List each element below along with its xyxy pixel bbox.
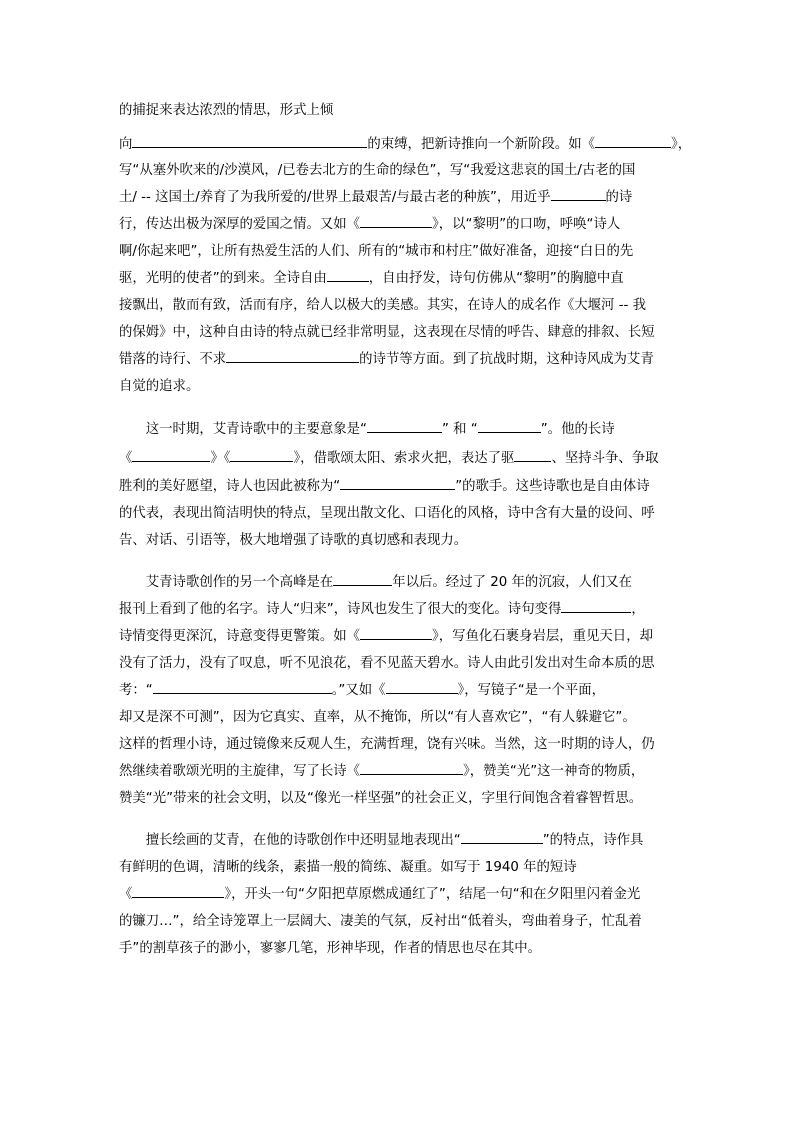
fill-in-blank <box>595 135 671 148</box>
text-segment: 》《 <box>210 451 231 466</box>
text-line <box>119 912 679 934</box>
text-line <box>119 135 692 157</box>
text-line <box>119 161 679 183</box>
text-segment: 告、对话、引语等，极大地增强了诗歌的真切感和表现力。 <box>119 533 468 548</box>
text-segment: 土/ -- 这国土/养育了为我所爱的/世界上最艰苦/与最古老的种族”，用近乎 <box>119 190 551 205</box>
text-segment: 手”的割草孩子的渺小，寥寥几笔，形神毕现，作者的情思也尽在其中。 <box>119 941 542 956</box>
text-line <box>119 831 679 853</box>
text-line <box>119 939 679 961</box>
text-segment: ，自由抒发，诗句仿佛从“黎明”的胸臆中直 <box>368 271 624 286</box>
fill-in-blank <box>333 573 392 586</box>
text-line <box>119 762 679 784</box>
text-line <box>119 708 679 730</box>
text-segment: 《 <box>119 887 133 902</box>
fill-in-blank <box>226 350 359 363</box>
text-line <box>119 681 679 703</box>
fill-in-blank <box>478 420 541 433</box>
text-segment: ”的特点，诗作具 <box>542 833 644 848</box>
text-segment: 》，借歌颂太阳、索求火把，表达了驱 <box>293 451 515 466</box>
text-segment: 》，以“黎明”的口吻，呼唤“诗人 <box>432 217 621 232</box>
text-segment: 》，赞美“光”这一神奇的物质， <box>463 764 645 779</box>
fill-in-blank <box>132 885 224 898</box>
text-segment: 的镰刀…”，给全诗笼罩上一层阔大、凄美的气氛，反衬出“低着头，弯曲着身子，忙乱着 <box>119 914 642 929</box>
text-segment: ”。他的长诗 <box>540 422 615 437</box>
fill-in-blank <box>132 135 367 148</box>
text-segment: 的诗 <box>605 190 633 205</box>
text-line <box>119 188 679 210</box>
text-line <box>119 449 679 471</box>
text-segment: 没有了活力，没有了叹息，听不见浪花，看不见蓝天碧水。诗人由此引发出对生命本质的思 <box>119 656 655 671</box>
text-line <box>119 654 679 676</box>
text-line <box>119 789 679 811</box>
text-line <box>119 477 679 499</box>
text-line <box>119 350 679 372</box>
text-segment: 却又是深不可测”，因为它真实、直率，从不掩饰，所以“有人喜欢它”，“有人躲避它”。 <box>119 710 636 725</box>
fill-in-blank <box>360 627 432 640</box>
text-segment: 》，开头一句“夕阳把草原燃成通红了”，结尾一句“和在夕阳里闪着金光 <box>224 887 641 902</box>
text-segment: 考：“ <box>119 683 153 698</box>
fill-in-blank <box>514 449 551 462</box>
text-segment: ”的歌手。这些诗歌也是自由体诗 <box>455 479 650 494</box>
fill-in-blank <box>561 600 631 613</box>
text-segment: 艾青诗歌创作的另一个高峰是在 <box>119 575 334 590</box>
text-line <box>119 242 679 264</box>
text-segment: 自觉的追求。 <box>119 379 200 394</box>
text-segment: 写“从塞外吹来的/沙漠风，/已卷去北方的生命的绿色”，写“我爱这悲哀的国土/古老的国 <box>119 163 636 178</box>
text-segment: 接飘出，散而有致，活而有序，给人以极大的美感。其实，在诗人的成名作《大堰河 -- 我 <box>119 298 647 313</box>
text-line <box>119 627 679 649</box>
text-segment: 》， <box>671 137 692 152</box>
text-segment: 向 <box>119 137 133 152</box>
text-line <box>119 323 679 345</box>
fill-in-blank <box>132 449 210 462</box>
text-segment: 擅长绘画的艾青，在他的诗歌创作中还明显地表现出“ <box>119 833 461 848</box>
text-segment: 的诗节等方面。到了抗战时期，这种诗风成为艾青 <box>359 352 654 367</box>
text-line <box>119 215 679 237</box>
text-segment: 行，传达出极为深厚的爱国之情。又如《 <box>119 217 361 232</box>
text-line <box>119 531 679 553</box>
text-segment: 诗情变得更深沉，诗意变得更警策。如《 <box>119 629 361 644</box>
fill-in-blank <box>461 831 543 844</box>
text-line <box>119 296 679 318</box>
text-segment: ” 和 “ <box>441 422 478 437</box>
fill-in-blank <box>360 215 432 228</box>
text-line <box>119 377 679 399</box>
text-segment: 》，写鱼化石裹身岩层，重见天日，却 <box>432 629 653 644</box>
text-line <box>119 269 679 291</box>
text-segment: 的代表，表现出简洁明快的特点，呈现出散文化、口语化的风格，诗中含有大量的设问、呼 <box>119 506 655 521</box>
fill-in-blank <box>340 477 455 490</box>
text-line <box>119 504 679 526</box>
text-segment: 年以后。经过了 20 年的沉寂，人们又在 <box>392 575 633 590</box>
text-line <box>119 101 679 123</box>
text-segment: 胜利的美好愿望，诗人也因此被称为“ <box>119 479 341 494</box>
text-line <box>119 735 679 757</box>
text-segment: 的保姆》中，这种自由诗的特点就已经非常明显，这表现在尽情的呼告、肆意的排叙、长短 <box>119 325 655 340</box>
text-line <box>119 573 679 595</box>
fill-in-blank <box>153 681 332 694</box>
text-segment: 啊/你起来吧”，让所有热爱生活的人们、所有的“城市和村庄”做好准备，迎接“白日的先 <box>119 244 634 259</box>
text-segment: 赞美“光”带来的社会文明，以及“像光一样坚强”的社会正义，字里行间饱含着睿智哲思。 <box>119 791 643 806</box>
text-segment: 的捕捉来表达浓烈的情思，形式上倾 <box>119 103 334 118</box>
text-segment: 。”又如《 <box>331 683 386 698</box>
text-line <box>119 420 679 442</box>
text-segment: 然继续着歌颂光明的主旋律，写了长诗《 <box>119 764 361 779</box>
fill-in-blank <box>367 420 442 433</box>
text-segment: 报刊上看到了他的名字。诗人“归来”，诗风也发生了很大的变化。诗句变得 <box>119 602 562 617</box>
fill-in-blank <box>386 681 458 694</box>
text-segment: 驱，光明的使者”的到来。全诗自由 <box>119 271 327 286</box>
text-segment: 错落的诗行、不求 <box>119 352 227 367</box>
text-segment: 、坚持斗争、争取 <box>551 451 659 466</box>
text-segment: 《 <box>119 451 133 466</box>
text-segment: 的束缚，把新诗推向一个新阶段。如《 <box>367 137 596 152</box>
fill-in-blank <box>327 269 369 282</box>
text-line <box>119 600 679 622</box>
text-segment: ， <box>631 602 645 617</box>
fill-in-blank <box>360 762 463 775</box>
text-segment: 》，写镜子“是一个平面， <box>457 683 606 698</box>
text-segment: 这一时期，艾青诗歌中的主要意象是“ <box>119 422 367 437</box>
text-segment: 这样的哲理小诗，通过镜像来反观人生，充满哲理，饶有兴味。当然，这一时期的诗人，仍 <box>119 737 655 752</box>
fill-in-blank <box>230 449 293 462</box>
text-line <box>119 885 679 907</box>
text-segment: 有鲜明的色调，清晰的线条，素描一般的简练、凝重。如写于 1940 年的短诗 <box>119 860 577 875</box>
text-line <box>119 858 679 880</box>
fill-in-blank <box>551 188 606 201</box>
